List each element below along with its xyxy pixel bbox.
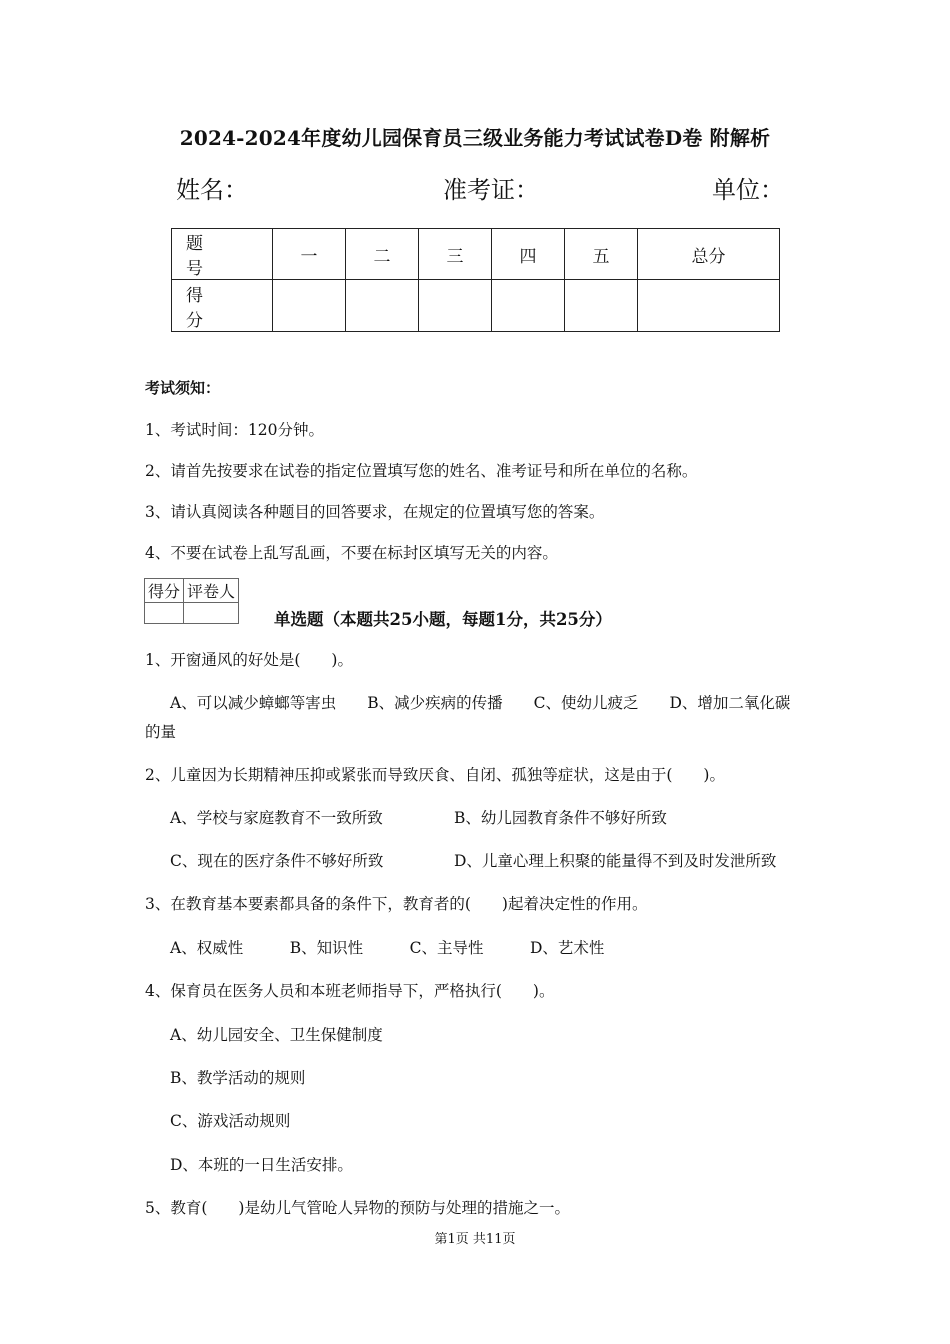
grader-score-label: 得分 — [145, 579, 184, 603]
question-option-b: B、教学活动的规则 — [170, 1069, 306, 1087]
score-table-score-row — [172, 280, 780, 332]
grader-score-cell — [145, 603, 184, 624]
score-cell — [419, 280, 492, 332]
question-option-b: B、幼儿园教育条件不够好所致 — [454, 809, 667, 827]
question-options: A、权威性 B、知识性 C、主导性 D、艺术性 — [170, 939, 605, 957]
score-cell — [638, 280, 780, 332]
question-option-c: C、游戏活动规则 — [170, 1112, 291, 1130]
question-options: A、可以减少蟑螂等害虫 B、减少疾病的传播 C、使幼儿疲乏 D、增加二氧化碳 — [170, 694, 791, 712]
section-title: 单选题（本题共25小题，每题1分，共25分） — [274, 610, 612, 629]
score-table-header-cell: 总分 — [638, 229, 780, 280]
grader-box — [144, 578, 239, 624]
score-cell — [492, 280, 565, 332]
score-table-header-cell: 题 号 — [172, 229, 273, 280]
score-table-header-cell: 五 — [565, 229, 638, 280]
question-stem: 3、在教育基本要素都具备的条件下，教育者的( )起着决定性的作用。 — [145, 895, 648, 913]
score-table-header-row — [172, 229, 780, 280]
page-footer: 第1页 共11页 — [434, 1232, 516, 1247]
exam-id-label: 准考证： — [443, 176, 539, 204]
notice-item: 2、请首先按要求在试卷的指定位置填写您的姓名、准考证号和所在单位的名称。 — [145, 462, 698, 480]
question-stem: 5、教育( )是幼儿气管呛人异物的预防与处理的措施之一。 — [145, 1199, 570, 1217]
name-label: 姓名： — [176, 176, 248, 204]
score-table-header-cell: 三 — [419, 229, 492, 280]
question-stem: 1、开窗通风的好处是( )。 — [145, 651, 353, 669]
question-option-d: D、本班的一日生活安排。 — [170, 1156, 353, 1174]
unit-label: 单位： — [712, 176, 784, 204]
score-cell — [273, 280, 346, 332]
notice-title: 考试须知： — [145, 379, 221, 397]
page-title: 2024-2024年度幼儿园保育员三级业务能力考试试卷D卷 附解析 — [179, 126, 771, 150]
question-options-continued: 的量 — [145, 723, 177, 741]
score-table-header-cell: 二 — [346, 229, 419, 280]
notice-item: 1、考试时间：120分钟。 — [145, 421, 324, 439]
grader-name-label: 评卷人 — [184, 579, 239, 603]
score-cell — [565, 280, 638, 332]
score-table-header-cell: 四 — [492, 229, 565, 280]
score-table — [171, 228, 780, 332]
question-option-d: D、儿童心理上积聚的能量得不到及时发泄所致 — [454, 852, 777, 870]
notice-item: 3、请认真阅读各种题目的回答要求，在规定的位置填写您的答案。 — [145, 503, 605, 521]
score-cell — [346, 280, 419, 332]
grader-name-cell — [184, 603, 239, 624]
question-option-c: C、现在的医疗条件不够好所致 — [170, 852, 384, 870]
question-stem: 4、保育员在医务人员和本班老师指导下，严格执行( )。 — [145, 982, 555, 1000]
score-table-header-cell: 一 — [273, 229, 346, 280]
notice-item: 4、不要在试卷上乱写乱画，不要在标封区填写无关的内容。 — [145, 544, 558, 562]
question-option-a: A、幼儿园安全、卫生保健制度 — [170, 1026, 383, 1044]
score-row-label: 得 分 — [172, 280, 273, 332]
question-option-a: A、学校与家庭教育不一致所致 — [170, 809, 383, 827]
question-stem: 2、儿童因为长期精神压抑或紧张而导致厌食、自闭、孤独等症状，这是由于( )。 — [145, 766, 725, 784]
